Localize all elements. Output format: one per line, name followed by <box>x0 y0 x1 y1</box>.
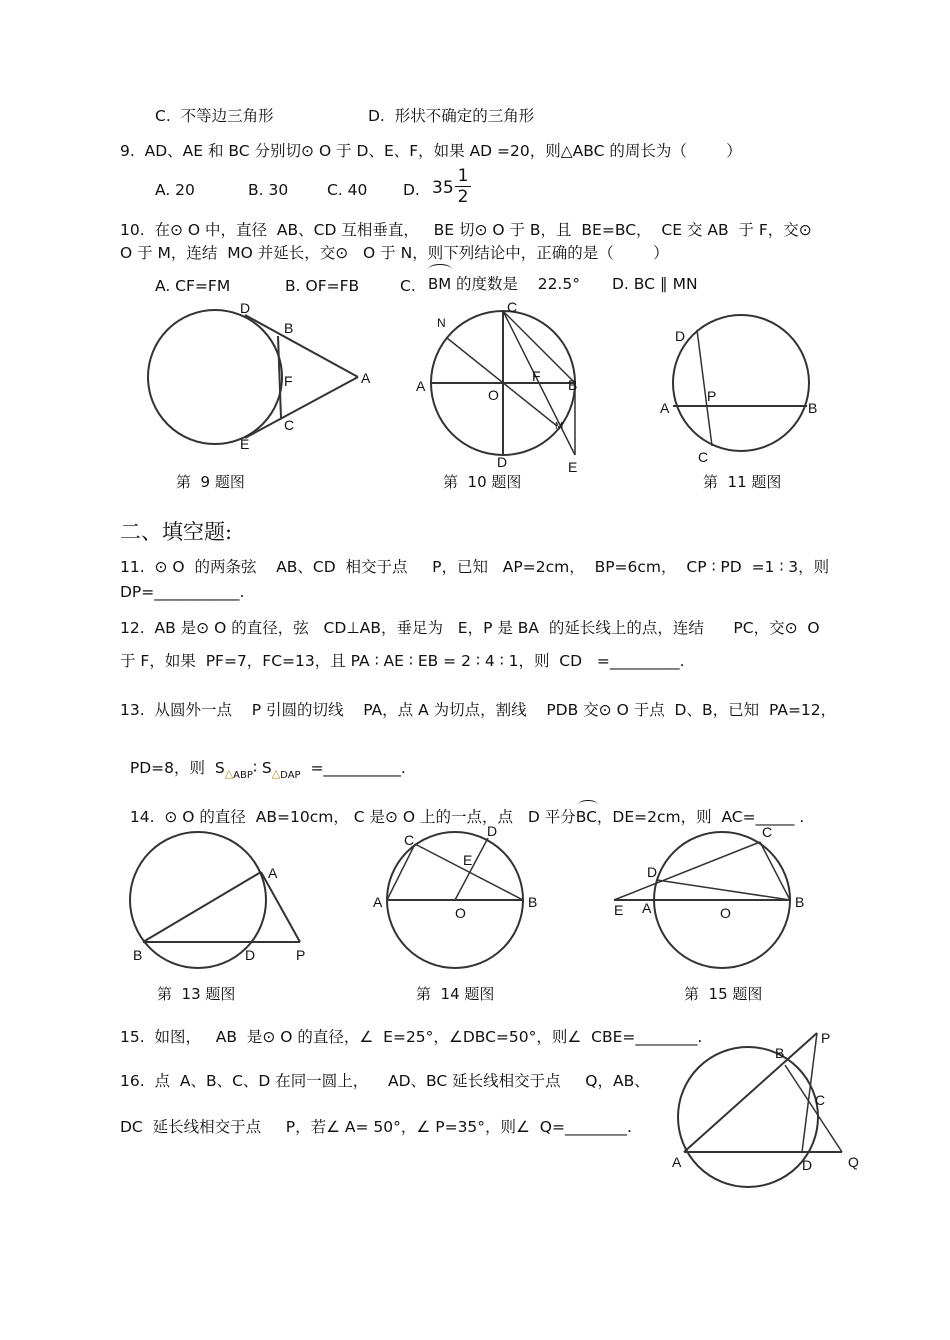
q9-option-b: B. 30 <box>248 181 289 199</box>
q9-option-a: A. 20 <box>155 181 195 199</box>
fig10-caption: 第 10 题图 <box>443 473 522 491</box>
fig14-label-c: C <box>404 832 415 848</box>
fig9-label-c: C <box>284 417 295 433</box>
q9-option-c: C. 40 <box>327 181 368 199</box>
fig10-label-n: N <box>437 316 446 330</box>
fig13-caption: 第 13 题图 <box>157 985 236 1003</box>
fig10-label-e: E <box>568 459 578 475</box>
fig14-label-o: O <box>455 905 466 921</box>
q8-option-c: C. 不等边三角形 <box>155 107 274 125</box>
fig10-label-o: O <box>488 387 499 403</box>
fig14-caption: 第 14 题图 <box>416 985 495 1003</box>
fig15-label-d: D <box>647 864 658 880</box>
q9-fraction-denominator: 2 <box>455 186 471 207</box>
q12-line1: 12. AB 是⊙ O 的直径，弦 CD⊥AB，垂足为 E，P 是 BA 的延长线上的点，连结 PC，交⊙ O <box>120 619 820 637</box>
figure-10-labels <box>416 299 577 475</box>
figure-14 <box>387 832 523 968</box>
section-heading-fill-in: 二、填空题: <box>120 520 233 544</box>
q14-pre: 14. ⊙ O 的直径 AB=10cm， C 是⊙ O 上的一点，点 D 平分 <box>129 808 576 826</box>
fig9-label-f: F <box>284 373 293 389</box>
fig16-label-p: P <box>821 1030 831 1046</box>
figure-11 <box>673 315 809 451</box>
fig9-label-d: D <box>240 300 251 316</box>
q15-text: 15. 如图， AB 是⊙ O 的直径，∠ E=25°，∠DBC=50°，则∠ CBE=________. <box>120 1028 703 1046</box>
q11-line2: DP=___________. <box>120 583 245 601</box>
figure-13 <box>130 832 300 968</box>
q13-line1: 13. 从圆外一点 P 引圆的切线 PA，点 A 为切点，割线 PDB 交⊙ O 于点 D、B，已知 PA=12， <box>120 701 837 719</box>
q13-line2-pre: PD=8，则 S <box>129 759 225 777</box>
q11-line1: 11. ⊙ O 的两条弦 AB、CD 相交于点 P，已知 AP=2cm， BP=6cm， CP ∶ PD =1 ∶ 3，则 <box>120 558 830 576</box>
q10-arc-bm <box>428 264 452 293</box>
q9-option-d: D. <box>403 181 420 199</box>
fig14-label-e: E <box>463 852 473 868</box>
figure-10 <box>431 311 578 455</box>
fig11-label-c: C <box>698 449 709 465</box>
figure-13-labels <box>133 865 305 963</box>
figure-9-labels <box>240 300 371 452</box>
q13-line2-post: =__________. <box>310 759 406 777</box>
fig9-label-e: E <box>240 436 250 452</box>
q10-option-d: D. BC ∥ MN <box>612 275 698 293</box>
fig10-label-b: B <box>568 377 578 393</box>
q16-line2: DC 延长线相交于点 P，若∠ A= 50°，∠ P=35°，则∠ Q=________. <box>120 1118 632 1136</box>
fig15-label-b: B <box>795 894 805 910</box>
fig16-label-c: C <box>815 1092 826 1108</box>
q10-option-c: C. <box>400 277 416 295</box>
fig16-label-a: A <box>672 1154 682 1170</box>
figure-16 <box>678 1033 842 1187</box>
figure-16-labels <box>672 1030 859 1173</box>
fig15-label-a: A <box>642 900 652 916</box>
q16-line1: 16. 点 A、B、C、D 在同一圆上， AD、BC 延长线相交于点 Q，AB、 <box>120 1072 650 1090</box>
fig16-label-q: Q <box>848 1154 859 1170</box>
fig9-label-a: A <box>361 370 371 386</box>
q9-option-d-whole: 35 <box>432 178 454 198</box>
q9-stem: 9. AD、AE 和 BC 分别切⊙ O 于 D、E、F，如果 AD =20，则△ABC 的周长为（ ） <box>120 142 742 160</box>
q12-line2: 于 F，如果 PF=7，FC=13，且 PA ∶ AE ∶ EB = 2 ∶ 4 ∶ 1，则 CD =_________. <box>120 652 685 670</box>
q14-line <box>120 787 804 827</box>
q8-option-d: D. 形状不确定的三角形 <box>368 107 535 125</box>
fig15-label-c: C <box>762 824 773 840</box>
q13-sub-dap: DAP <box>280 770 301 781</box>
fig15-label-o: O <box>720 905 731 921</box>
triangle-icon: △ <box>224 767 234 780</box>
q10-option-a: A. CF=FM <box>155 277 231 295</box>
fig16-label-d: D <box>802 1157 813 1173</box>
fig9-label-b: B <box>284 320 294 336</box>
q10-option-b: B. OF=FB <box>285 277 360 295</box>
fig13-label-a: A <box>268 865 278 881</box>
fig10-label-m: M <box>555 421 564 432</box>
q14-arc-bc <box>576 807 597 827</box>
fig15-label-e: E <box>614 902 624 918</box>
fig11-label-d: D <box>675 328 686 344</box>
fig13-label-b: B <box>133 947 143 963</box>
q9-option-d-fraction <box>455 166 471 207</box>
q13-line2 <box>120 738 406 786</box>
q10-arc-bm-label: BM <box>428 275 452 293</box>
q13-sub-abp: ABP <box>233 770 253 781</box>
figure-9 <box>148 310 358 444</box>
q14-arc-label: BC <box>575 808 597 826</box>
fig13-label-p: P <box>296 947 306 963</box>
fig11-caption: 第 11 题图 <box>703 473 782 491</box>
figure-15-labels <box>614 824 804 921</box>
fig16-label-b: B <box>775 1045 785 1061</box>
fig14-label-d: D <box>487 823 498 839</box>
fig10-label-c: C <box>507 299 518 315</box>
figure-14-labels <box>373 823 537 921</box>
figure-11-labels <box>660 328 817 465</box>
q10-line2: O 于 M，连结 MO 并延长，交⊙ O 于 N，则下列结论中，正确的是（ ） <box>120 244 669 262</box>
q10-option-c-rest: 的度数是 22.5° <box>456 275 580 293</box>
fig15-caption: 第 15 题图 <box>684 985 763 1003</box>
q13-ratio: ∶ S <box>252 759 272 777</box>
q10-line1: 10. 在⊙ O 中，直径 AB、CD 互相垂直， BE 切⊙ O 于 B，且 BE=BC， CE 交 AB 于 F，交⊙ <box>120 221 812 239</box>
fig11-label-b: B <box>808 400 818 416</box>
triangle-icon: △ <box>271 767 281 780</box>
q9-fraction-numerator: 1 <box>457 166 469 186</box>
fig10-label-d: D <box>497 454 508 470</box>
fig14-label-b: B <box>528 894 538 910</box>
figure-15 <box>614 832 790 968</box>
fig14-label-a: A <box>373 894 383 910</box>
q14-post: ，DE=2cm，则 AC=_____ . <box>596 808 805 826</box>
fig10-label-a: A <box>416 378 426 394</box>
fig10-label-f: F <box>532 368 541 384</box>
fig11-label-p: P <box>707 388 717 404</box>
fig13-label-d: D <box>245 947 256 963</box>
fig11-label-a: A <box>660 400 670 416</box>
fig9-caption: 第 9 题图 <box>176 473 245 491</box>
